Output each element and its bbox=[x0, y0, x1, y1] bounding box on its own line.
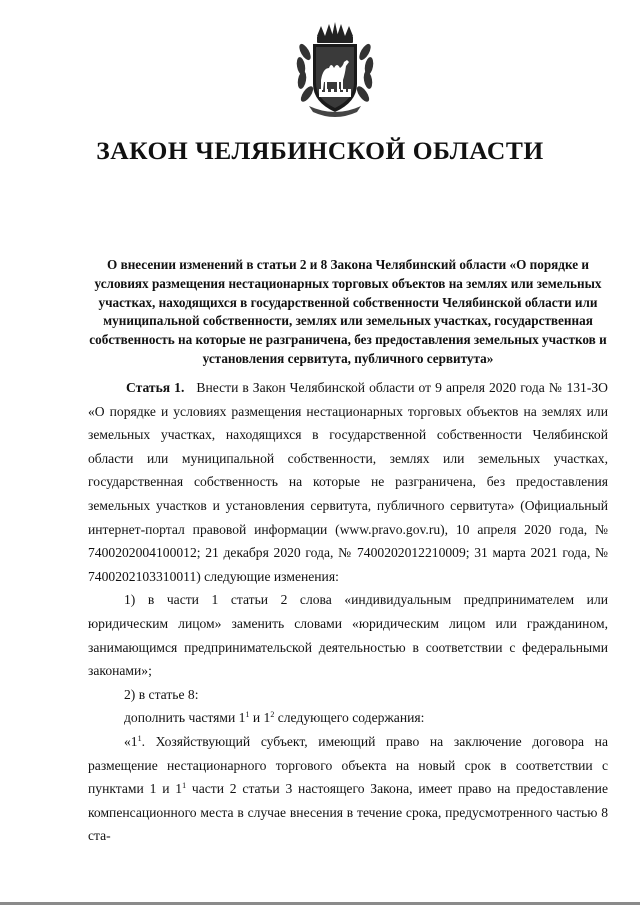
article-1-paragraph bbox=[88, 376, 608, 588]
amendment-item-2: 2) в статье 8: bbox=[124, 686, 199, 702]
superscript: 2 bbox=[270, 710, 275, 720]
law-title: ЗАКОН ЧЕЛЯБИНСКОЙ ОБЛАСТИ bbox=[96, 136, 544, 165]
add-parts-text-end: следующего содержания: bbox=[274, 710, 425, 726]
law-subject-heading: О внесении изменений в статьи 2 и 8 Закона Челябинский области «О порядке и условиях размещения нестационарных торговых объектов на землях или земельных участках, находящихся в государственной собственности Челябинской области или муниципальной собственности, землях или земельных участках, государственная собственность на которые не разграничена, без предоставления земельных участков и установления сервитута, публичного сервитута» bbox=[89, 257, 607, 366]
superscript: 1 bbox=[182, 781, 187, 791]
law-body bbox=[88, 376, 608, 848]
crown-icon bbox=[317, 22, 353, 43]
superscript: 1 bbox=[137, 733, 142, 743]
new-part-1-1-paragraph bbox=[88, 730, 608, 848]
add-parts-text-start: дополнить частями 1 bbox=[124, 710, 246, 726]
part-text-end: части 2 статьи 3 настоящего Закона, имеет право на предоставление компенсационного места в случае внесения в течение срока, предусмотренного частью 8 ста- bbox=[88, 781, 608, 844]
add-parts-paragraph bbox=[88, 706, 608, 730]
part-text-start: . Хозяйствующий субъект, имеющий право на заключение договора на размещение нестационарного торгового объекта на новый срок в соответствии с пунктами 1 и 1 bbox=[88, 733, 608, 797]
superscript: 1 bbox=[245, 710, 250, 720]
add-parts-text-mid: и 1 bbox=[249, 710, 271, 726]
article-1-label: Статья 1. bbox=[126, 380, 185, 395]
coat-of-arms-icon bbox=[295, 22, 375, 118]
article-1-text: Внести в Закон Челябинской области от 9 апреля 2020 года № 131-ЗО «О порядке и условиях размещения нестационарных торговых объектов на землях или земельных участках, находящихся в государственной собственности Челябинской области или муниципальной собственности, землях или земельных участках, государственная собственность на которые не разграничена, без предоставления земельных участков и установления сервитута, публичного сервитута» (Официальный интернет-портал правовой информации (www.pravo.gov.ru), 10 апреля 2020 года, № 7400202004100012; 21 декабря 2020 года, № 7400202012210009; 31 марта 2021 года, № 7400202103310011) следующие изменения: bbox=[88, 380, 608, 584]
part-number: «1 bbox=[124, 733, 138, 749]
amendment-item-1: 1) в части 1 статьи 2 слова «индивидуальным предпринимателем или юридическим лицом» заменить словами «юридическим лицом или гражданином, занимающимся предпринимательской деятельностью в соответствии с федеральными законами»; bbox=[88, 592, 608, 679]
